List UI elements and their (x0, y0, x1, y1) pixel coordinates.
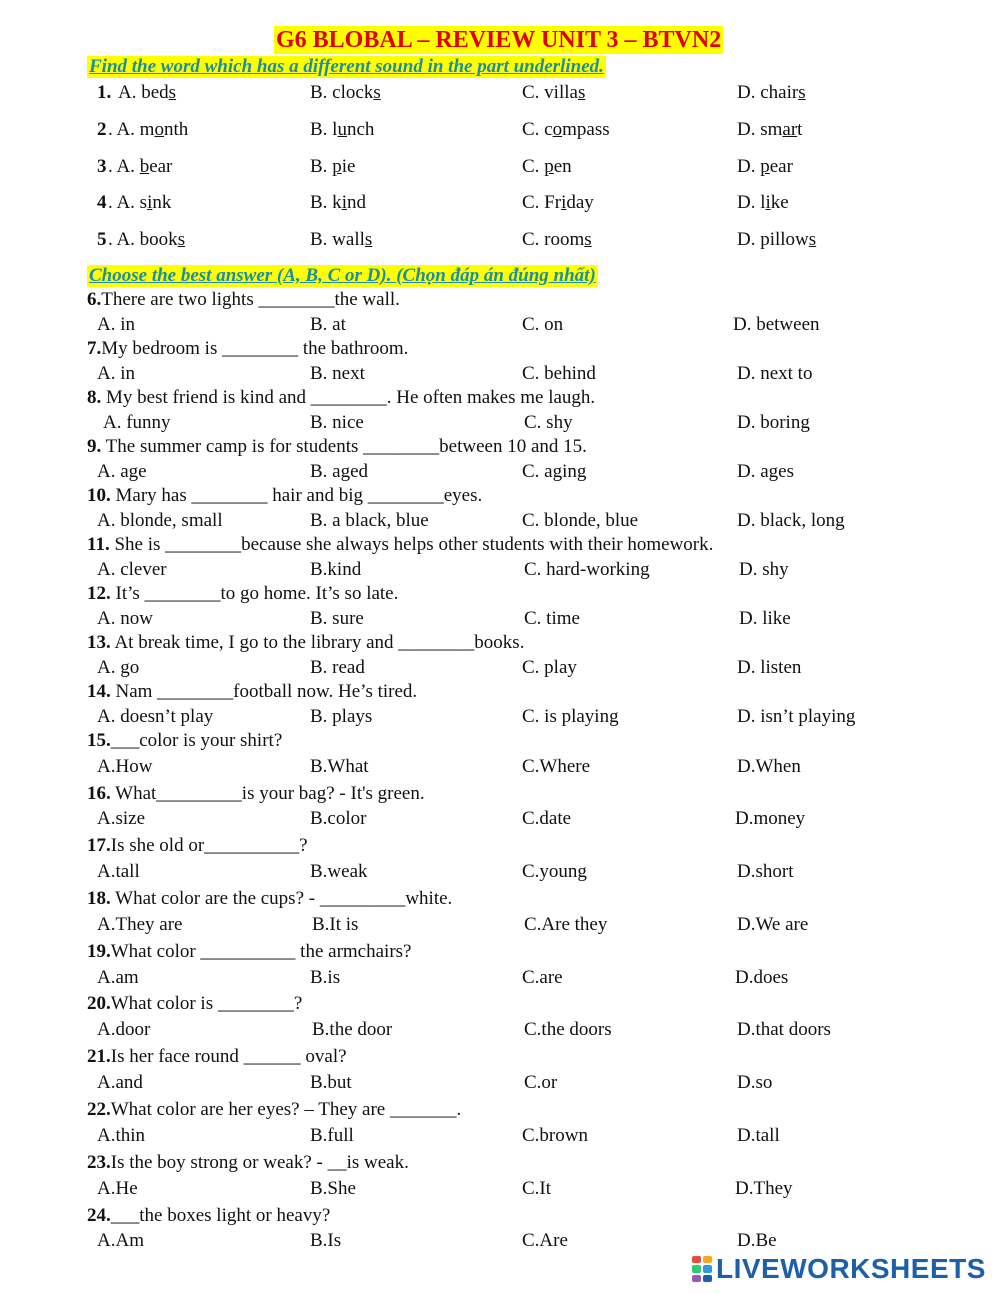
answer-option[interactable] (522, 155, 572, 179)
question-stem (0, 1151, 1000, 1175)
answer-option[interactable]: B.kind (310, 559, 362, 580)
options-row (0, 411, 1000, 435)
answer-option[interactable]: A.He (97, 1178, 138, 1199)
answer-option[interactable]: A. in (97, 314, 135, 335)
question-stem (0, 940, 1000, 964)
answer-option[interactable]: A. age (97, 461, 147, 482)
option-text: C. c (522, 119, 553, 140)
answer-option[interactable]: B.She (310, 1178, 356, 1199)
question-text: What color is ________? (110, 993, 303, 1014)
options-row (0, 1177, 1000, 1201)
question-number: 9. (87, 436, 102, 457)
option-text: . A. m (108, 119, 155, 140)
answer-option[interactable]: D. between (733, 314, 820, 335)
underlined-part: i (765, 192, 771, 213)
answer-option[interactable]: B. sure (310, 608, 364, 629)
underlined-part: i (341, 192, 347, 213)
answer-option[interactable]: C.or (524, 1072, 558, 1093)
answer-option[interactable]: B.but (310, 1072, 352, 1093)
options-row (0, 755, 1000, 779)
option-text: nd (346, 192, 366, 213)
answer-option[interactable]: B.Is (310, 1230, 342, 1251)
question-stem (0, 1045, 1000, 1069)
options-row (0, 509, 1000, 533)
answer-option[interactable]: B. aged (310, 461, 369, 482)
option-text: nch (346, 119, 375, 140)
answer-option[interactable]: B. at (310, 314, 346, 335)
underlined-part: s (177, 229, 186, 250)
question-text: There are two lights ________the wall. (101, 289, 400, 310)
answer-option[interactable]: D. ages (737, 461, 794, 482)
option-text: ke (770, 192, 789, 213)
answer-option[interactable] (118, 81, 176, 105)
answer-option[interactable]: D.so (737, 1072, 773, 1093)
question-text: My bedroom is ________ the bathroom. (101, 338, 409, 359)
option-text: C. Fr (522, 192, 562, 213)
answer-option[interactable]: D.Be (737, 1230, 777, 1251)
answer-option[interactable] (522, 118, 610, 142)
option-text: ear (769, 156, 793, 177)
answer-option[interactable]: D. shy (739, 559, 789, 580)
section2-heading: Choose the best answer (A, B, C or D). (Chọn đáp án đúng nhất) (89, 265, 596, 286)
options-row (0, 558, 1000, 582)
question-stem (0, 1098, 1000, 1122)
answer-option[interactable]: C.young (522, 861, 587, 882)
answer-option[interactable]: D. next to (737, 363, 813, 384)
question-text: ___color is your shirt? (110, 730, 283, 751)
answer-option[interactable]: D.When (737, 756, 801, 777)
answer-option[interactable]: D.They (735, 1178, 793, 1199)
answer-option[interactable]: C.date (522, 808, 572, 829)
underlined-part: p (332, 156, 342, 177)
question-number: 19. (87, 941, 111, 962)
answer-option[interactable] (737, 191, 789, 215)
question-stem (0, 484, 1000, 508)
answer-option[interactable]: C. hard-working (524, 559, 650, 580)
answer-option[interactable]: D.short (737, 861, 794, 882)
underlined-part: s (364, 229, 373, 250)
answer-option[interactable]: C.are (522, 967, 563, 988)
answer-option[interactable]: B. a black, blue (310, 510, 429, 531)
item-number: 4 (97, 192, 107, 213)
question-text: It’s ________to go home. It’s so late. (110, 583, 399, 604)
options-row (0, 705, 1000, 729)
answer-option[interactable]: A.thin (97, 1125, 146, 1146)
answer-option[interactable]: C.brown (522, 1125, 588, 1146)
sound-item (0, 155, 1000, 179)
options-row (0, 860, 1000, 884)
question-stem (0, 1204, 1000, 1228)
answer-option[interactable]: D.does (735, 967, 789, 988)
options-row (0, 656, 1000, 680)
answer-option[interactable]: C.Are they (524, 914, 608, 935)
question-number: 20. (87, 993, 111, 1014)
answer-option[interactable]: B. read (310, 657, 365, 678)
answer-option[interactable]: A. funny (103, 412, 171, 433)
question-stem (0, 631, 1000, 655)
question-text: ___the boxes light or heavy? (110, 1205, 331, 1226)
answer-option[interactable] (310, 155, 355, 179)
question-number: 13. (87, 632, 111, 653)
underlined-part: s (808, 229, 817, 250)
option-text: mpass (562, 119, 610, 140)
answer-option[interactable]: C. aging (522, 461, 587, 482)
answer-option[interactable] (737, 155, 793, 179)
answer-option[interactable]: C. on (522, 314, 564, 335)
question-number: 21. (87, 1046, 111, 1067)
answer-option[interactable]: A.How (97, 756, 153, 777)
question-stem (0, 582, 1000, 606)
option-text: B. l (310, 119, 338, 140)
answer-option[interactable]: B.full (310, 1125, 354, 1146)
question-stem (0, 533, 1000, 557)
question-text: Is her face round ______ oval? (110, 1046, 347, 1067)
option-text: . A. (108, 156, 140, 177)
question-stem (0, 435, 1000, 459)
underlined-part: s (577, 82, 586, 103)
question-text: She is ________because she always helps other students with their homework. (109, 534, 714, 555)
answer-option[interactable]: C.Are (522, 1230, 568, 1251)
options-row (0, 1018, 1000, 1042)
question-stem (0, 680, 1000, 704)
question-number: 11. (87, 534, 110, 555)
options-row (0, 1229, 1000, 1253)
answer-option[interactable]: A.door (97, 1019, 151, 1040)
page-title: G6 BLOBAL – REVIEW UNIT 3 – BTVN2 (276, 27, 722, 53)
answer-option[interactable]: C. time (524, 608, 580, 629)
answer-option[interactable]: A.am (97, 967, 139, 988)
question-number: 7. (87, 338, 102, 359)
underlined-part: o (154, 119, 164, 140)
sound-item (0, 81, 1000, 105)
question-stem (0, 729, 1000, 753)
answer-option[interactable]: B.It is (312, 914, 359, 935)
answer-option[interactable]: D. like (739, 608, 791, 629)
answer-option[interactable] (108, 191, 171, 215)
option-text: D. l (737, 192, 766, 213)
sound-item (0, 191, 1000, 215)
question-number: 16. (87, 783, 111, 804)
options-row (0, 807, 1000, 831)
options-row (0, 313, 1000, 337)
answer-option[interactable] (310, 228, 372, 252)
options-row (0, 362, 1000, 386)
question-stem (0, 834, 1000, 858)
answer-option[interactable]: A.They are (97, 914, 183, 935)
answer-option[interactable]: A. blonde, small (97, 510, 223, 531)
option-text: D. chair (737, 82, 799, 103)
answer-option[interactable]: A. in (97, 363, 135, 384)
answer-option[interactable]: B.What (310, 756, 369, 777)
options-row (0, 607, 1000, 631)
question-number: 12. (87, 583, 111, 604)
item-number: 3 (97, 156, 107, 177)
question-stem (0, 782, 1000, 806)
option-text: . A. book (108, 229, 178, 250)
answer-option[interactable] (737, 81, 806, 105)
answer-option[interactable]: C.Where (522, 756, 591, 777)
answer-option[interactable] (108, 228, 185, 252)
option-text: D. (737, 156, 761, 177)
option-text: B. clock (310, 82, 374, 103)
underlined-part: p (760, 156, 770, 177)
option-text: en (553, 156, 572, 177)
question-number: 18. (87, 888, 111, 909)
option-text: ear (149, 156, 173, 177)
answer-option[interactable]: A. now (97, 608, 153, 629)
underlined-part: s (584, 229, 592, 250)
answer-option[interactable]: A.Am (97, 1230, 144, 1251)
option-text: day (566, 192, 594, 213)
answer-option[interactable]: C.the doors (524, 1019, 612, 1040)
answer-option[interactable] (737, 118, 802, 142)
answer-option[interactable] (522, 228, 592, 252)
question-number: 6. (87, 289, 102, 310)
logo-icon (692, 1256, 712, 1282)
answer-option[interactable]: C. blonde, blue (522, 510, 639, 531)
question-stem (0, 992, 1000, 1016)
answer-option[interactable]: D. black, long (737, 510, 845, 531)
answer-option[interactable]: D. isn’t playing (737, 706, 856, 727)
question-number: 23. (87, 1152, 111, 1173)
answer-option[interactable]: D.money (735, 808, 806, 829)
option-text: C. villa (522, 82, 578, 103)
answer-option[interactable] (522, 191, 594, 215)
question-number: 17. (87, 835, 111, 856)
underlined-part: b (139, 156, 150, 177)
question-number: 10. (87, 485, 111, 506)
question-text: The summer camp is for students ________between 10 and 15. (101, 436, 587, 457)
answer-option[interactable]: D. listen (737, 657, 802, 678)
options-row (0, 1071, 1000, 1095)
question-text: Is the boy strong or weak? - __is weak. (110, 1152, 409, 1173)
question-text: Nam ________football now. He’s tired. (110, 681, 418, 702)
answer-option[interactable]: D.We are (737, 914, 809, 935)
question-number: 14. (87, 681, 111, 702)
options-row (0, 913, 1000, 937)
option-text: B. k (310, 192, 342, 213)
answer-option[interactable] (310, 191, 366, 215)
option-text: D. sm (737, 119, 783, 140)
underlined-part: i (147, 192, 153, 213)
answer-option[interactable]: B. nice (310, 412, 364, 433)
question-stem (0, 887, 1000, 911)
question-text: What color are the cups? - _________white. (110, 888, 453, 909)
answer-option[interactable]: C.It (522, 1178, 552, 1199)
options-row (0, 1124, 1000, 1148)
answer-option[interactable]: B.color (310, 808, 367, 829)
question-text: What color __________ the armchairs? (110, 941, 412, 962)
option-text: nth (163, 119, 189, 140)
option-text: C. (522, 156, 545, 177)
answer-option[interactable]: D.that doors (737, 1019, 831, 1040)
answer-option[interactable]: B.weak (310, 861, 368, 882)
underlined-part: s (373, 82, 381, 103)
option-text: nk (152, 192, 172, 213)
answer-option[interactable]: A.and (97, 1072, 143, 1093)
answer-option[interactable]: C. play (522, 657, 577, 678)
answer-option[interactable] (310, 81, 381, 105)
question-stem (0, 337, 1000, 361)
option-text: C. room (522, 229, 585, 250)
sound-item (0, 118, 1000, 142)
options-row (0, 460, 1000, 484)
underlined-part: o (552, 119, 563, 140)
question-text: My best friend is kind and ________. He often makes me laugh. (101, 387, 596, 408)
answer-option[interactable]: B.is (310, 967, 341, 988)
question-text: What_________is your bag? - It's green. (110, 783, 425, 804)
answer-option[interactable] (108, 155, 172, 179)
question-stem (0, 386, 1000, 410)
option-text: B. wall (310, 229, 365, 250)
option-text: B. (310, 156, 333, 177)
answer-option[interactable] (108, 118, 188, 142)
answer-option[interactable]: C. shy (524, 412, 573, 433)
answer-option[interactable]: A. doesn’t play (97, 706, 214, 727)
liveworksheets-logo (692, 1252, 986, 1286)
item-number: 2 (97, 119, 107, 140)
question-text: Is she old or__________? (110, 835, 308, 856)
question-number: 24. (87, 1205, 111, 1226)
underlined-part: s (168, 82, 177, 103)
answer-option[interactable] (310, 118, 374, 142)
answer-option[interactable] (737, 228, 816, 252)
question-number: 8. (87, 387, 102, 408)
answer-option[interactable]: A. clever (97, 559, 167, 580)
underlined-part: u (337, 119, 347, 140)
options-row (0, 966, 1000, 990)
underlined-part: ar (782, 119, 798, 140)
option-text: t (797, 119, 803, 140)
answer-option[interactable]: D.tall (737, 1125, 780, 1146)
underlined-part: s (798, 82, 806, 103)
answer-option[interactable] (522, 81, 585, 105)
section1-heading: Find the word which has a different sound in the part underlined. (89, 56, 604, 77)
sound-item (0, 228, 1000, 252)
option-text: A. bed (118, 82, 169, 103)
option-text: ie (341, 156, 356, 177)
item-number: 1. (97, 82, 112, 103)
logo-text: LIVEWORKSHEETS (716, 1253, 986, 1284)
underlined-part: i (561, 192, 567, 213)
answer-option[interactable]: D. boring (737, 412, 810, 433)
underlined-part: p (544, 156, 554, 177)
question-stem (0, 288, 1000, 312)
answer-option[interactable]: A.size (97, 808, 146, 829)
answer-option[interactable]: C. behind (522, 363, 596, 384)
answer-option[interactable]: A.tall (97, 861, 140, 882)
option-text: D. pillow (737, 229, 809, 250)
answer-option[interactable]: A. go (97, 657, 140, 678)
answer-option[interactable]: B. plays (310, 706, 373, 727)
question-text: At break time, I go to the library and ________books. (110, 632, 525, 653)
answer-option[interactable]: C. is playing (522, 706, 619, 727)
question-number: 15. (87, 730, 111, 751)
question-text: Mary has ________ hair and big ________eyes. (110, 485, 483, 506)
question-text: What color are her eyes? – They are _______. (110, 1099, 462, 1120)
item-number: 5 (97, 229, 107, 250)
answer-option[interactable]: B.the door (312, 1019, 393, 1040)
question-number: 22. (87, 1099, 111, 1120)
answer-option[interactable]: B. next (310, 363, 365, 384)
option-text: . A. s (108, 192, 148, 213)
